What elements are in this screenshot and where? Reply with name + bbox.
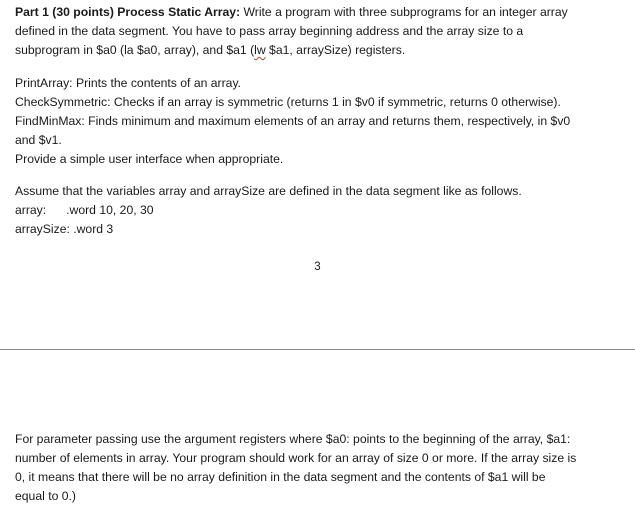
code-array-line: array: .word 10, 20, 30 xyxy=(15,203,154,217)
ui-note: Provide a simple user interface when appropriate. xyxy=(15,152,284,166)
intro-paragraph xyxy=(15,3,620,60)
print-array-item: PrintArray: Prints the contents of an array. xyxy=(15,76,242,90)
param-line-2: number of elements in array. Your program should work for an array of size 0 or more. If the array size is xyxy=(15,451,577,465)
intro-line-1: Part 1 (30 points) Process Static Array: Write a program with three subprograms for an integer array xyxy=(15,5,568,19)
find-min-max-item-line-2: and $v1. xyxy=(15,133,62,147)
part-title: Part 1 (30 points) Process Static Array: xyxy=(15,5,241,19)
parameter-paragraph xyxy=(15,430,620,506)
intro-line-2: defined in the data segment. You have to pass array beginning address and the array size to a xyxy=(15,24,524,38)
param-line-1: For parameter passing use the argument registers where $a0: points to the beginning of the array, $a1: xyxy=(15,432,571,446)
page-divider xyxy=(0,349,635,350)
assume-line: Assume that the variables array and arraySize are defined in the data segment like as follows. xyxy=(15,184,522,198)
data-segment-example xyxy=(15,182,620,239)
subprogram-list xyxy=(15,74,620,169)
param-line-4: equal to 0.) xyxy=(15,489,76,503)
page-number: 3 xyxy=(314,261,321,273)
code-size-line: arraySize: .word 3 xyxy=(15,222,114,236)
param-line-3: 0, it means that there will be no array definition in the data segment and the contents of $a1 will be xyxy=(15,470,546,484)
check-symmetric-item: CheckSymmetric: Checks if an array is symmetric (returns 1 in $v0 if symmetric, returns 0 otherwise). xyxy=(15,95,561,109)
intro-line-3: subprogram in $a0 (la $a0, array), and $a1 (lw $a1, arraySize) registers. xyxy=(15,43,406,57)
spellcheck-word-lw: lw xyxy=(254,43,266,57)
find-min-max-item-line-1: FindMinMax: Finds minimum and maximum elements of an array and returns them, respectively, in $v0 xyxy=(15,114,571,128)
